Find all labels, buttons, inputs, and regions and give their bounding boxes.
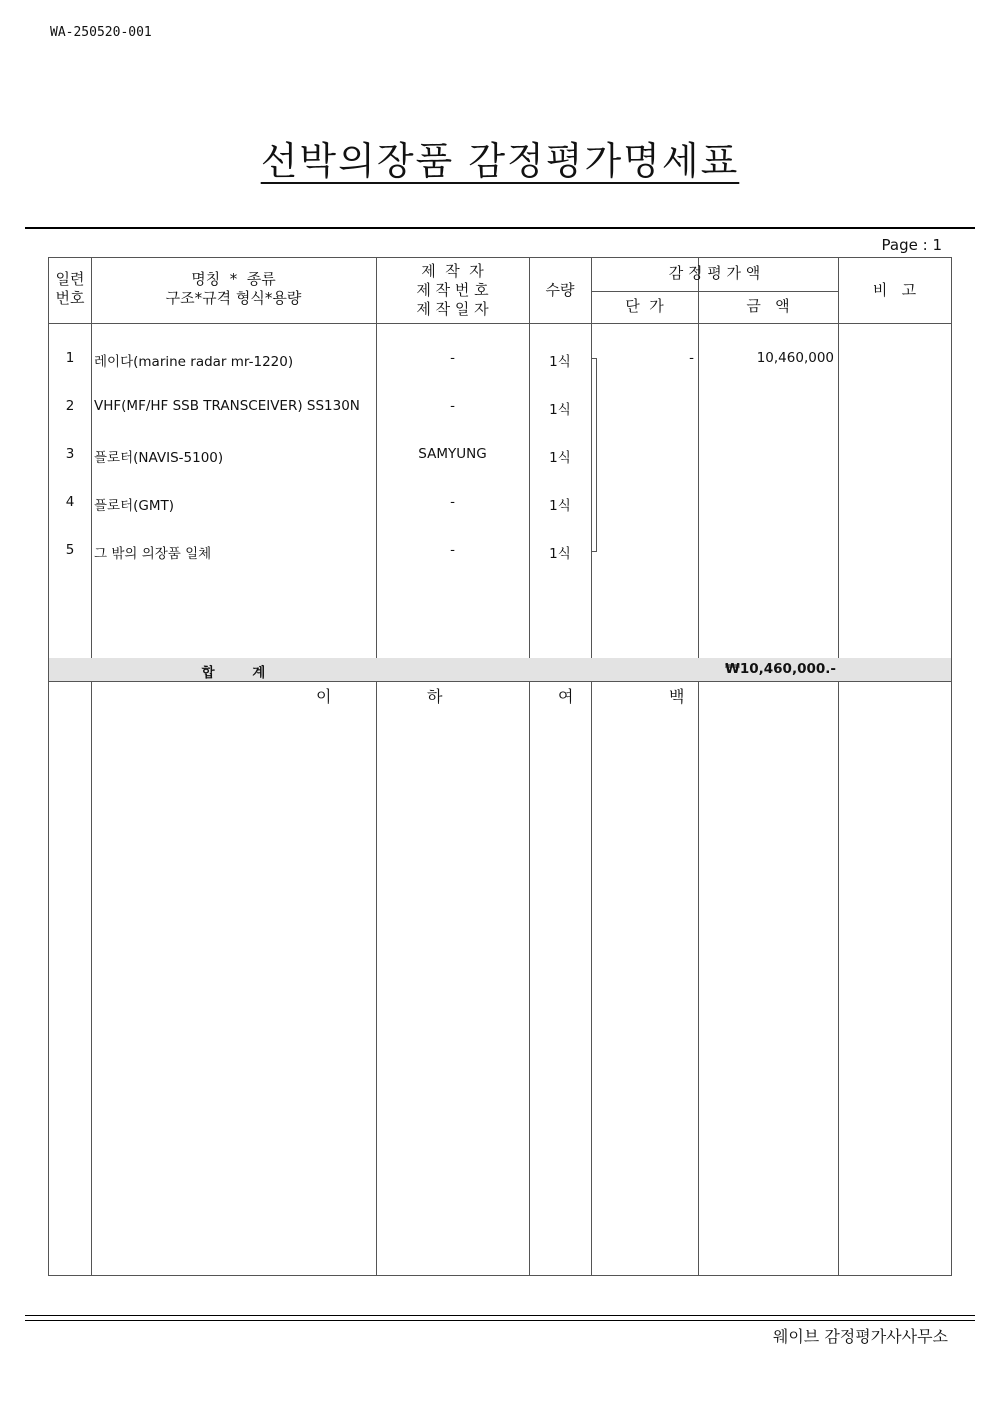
row-5-no: 5 <box>65 542 75 558</box>
row-4-maker: - <box>450 494 455 510</box>
header-appraisal: 감 정 평 가 액 <box>668 264 761 282</box>
row-5-maker: - <box>450 542 455 558</box>
group-bracket <box>592 358 597 552</box>
row-3-name: 플로터(NAVIS-5100) <box>94 450 224 466</box>
document-number: WA-250520-001 <box>50 25 152 40</box>
row-2-no: 2 <box>65 398 75 414</box>
total-amount: ₩10,460,000.- <box>724 661 836 677</box>
row-1-no: 1 <box>65 350 75 366</box>
header-name: 명칭 * 종류 구조*규격 형식*용량 <box>165 270 302 307</box>
bottom-divider-secondary <box>25 1320 975 1321</box>
total-label: 합 계 <box>201 665 266 681</box>
row-4-no: 4 <box>65 494 75 510</box>
page-number: Page : 1 <box>881 236 942 254</box>
top-divider <box>25 227 975 229</box>
appraisal-table <box>48 257 952 1276</box>
header-serial: 일련 번호 <box>55 270 85 307</box>
row-1-qty: 1식 <box>549 354 571 370</box>
col-divider <box>698 258 699 1275</box>
header-bottom-line <box>49 323 951 324</box>
header-maker: 제 작 자 제 작 번 호 제 작 일 자 <box>416 262 489 318</box>
office-name: 웨이브 감정평가사사무소 <box>772 1327 948 1346</box>
title-text: 선박의장품 감정평가명세표 <box>260 139 740 183</box>
end-mark-4: 백 <box>669 687 685 706</box>
header-amount: 금 액 <box>746 297 790 315</box>
row-2-qty: 1식 <box>549 402 571 418</box>
row-3-no: 3 <box>65 446 75 462</box>
bottom-divider <box>25 1315 975 1316</box>
row-5-name: 그 밖의 의장품 일체 <box>94 546 212 562</box>
row-1-amount: 10,460,000 <box>756 350 834 366</box>
header-subdivider <box>591 291 838 292</box>
end-mark-3: 여 <box>558 687 574 706</box>
row-2-maker: - <box>450 398 455 414</box>
row-2-name: VHF(MF/HF SSB TRANSCEIVER) SS130N <box>94 398 360 414</box>
row-1-maker: - <box>450 350 455 366</box>
header-qty: 수량 <box>545 281 575 299</box>
row-3-maker: SAMYUNG <box>418 446 487 462</box>
end-mark-2: 하 <box>427 687 443 706</box>
col-divider <box>838 258 839 1275</box>
row-5-qty: 1식 <box>549 546 571 562</box>
row-3-qty: 1식 <box>549 450 571 466</box>
row-1-name: 레이다(marine radar mr-1220) <box>94 354 294 370</box>
header-unit-price: 단 가 <box>625 297 664 315</box>
total-bottom-line <box>49 681 951 682</box>
row-4-name: 플로터(GMT) <box>94 498 175 514</box>
row-4-qty: 1식 <box>549 498 571 514</box>
col-divider <box>91 258 92 1275</box>
header-remarks: 비 고 <box>872 281 917 299</box>
end-mark-1: 이 <box>316 687 332 706</box>
page-title <box>0 130 1000 185</box>
row-1-unit-price: - <box>689 350 694 366</box>
